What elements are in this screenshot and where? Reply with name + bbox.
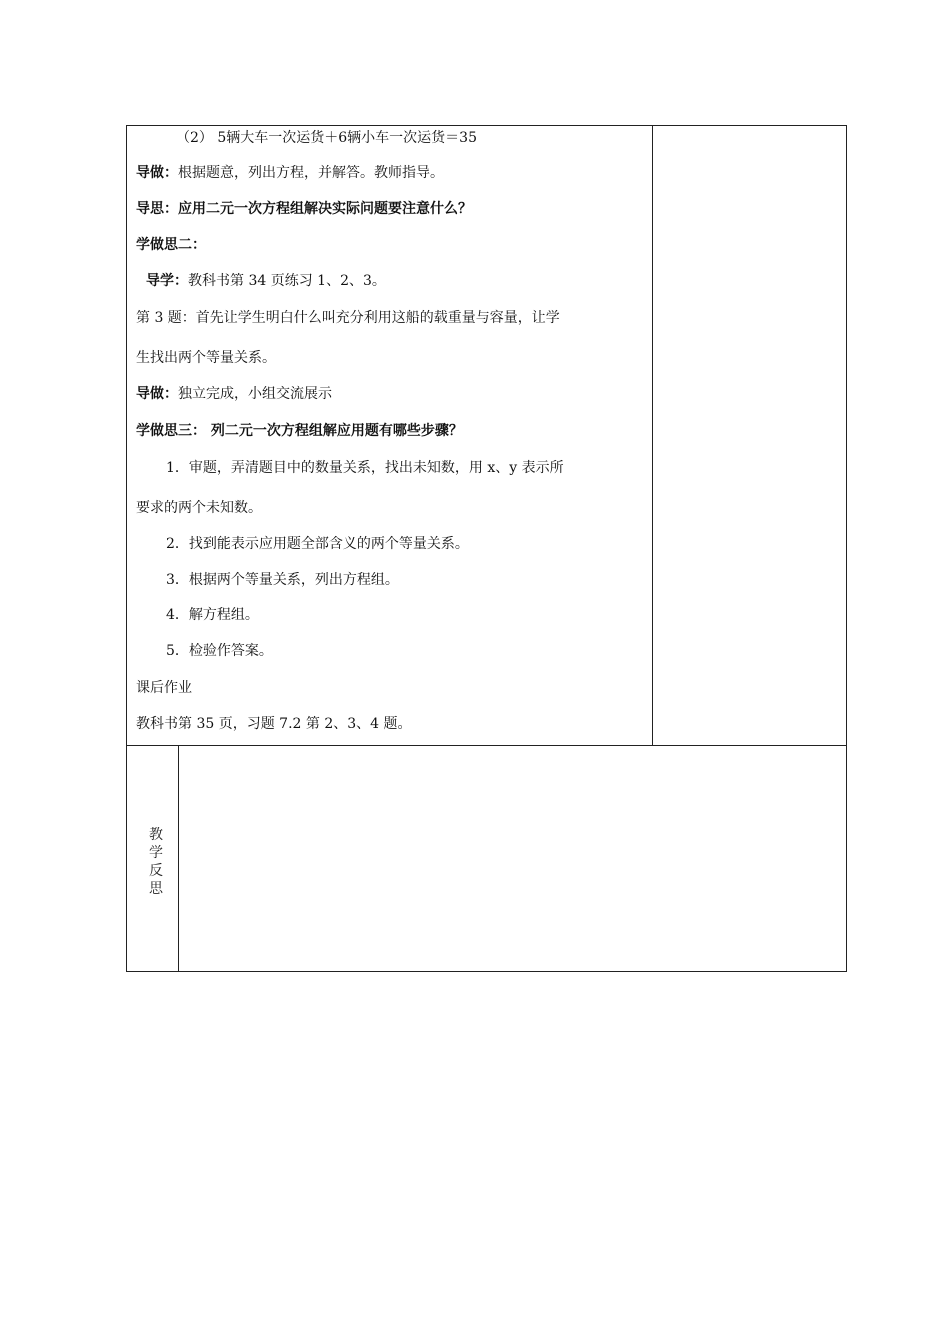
- text-line-1: （2） 5辆大车一次运货＋6辆小车一次运货＝35: [176, 130, 477, 146]
- step-1: 1．审题，弄清题目中的数量关系，找出未知数，用 x、y 表示所: [166, 460, 564, 476]
- text-line-3: 导思：应用二元一次方程组解决实际问题要注意什么？: [136, 201, 472, 217]
- reflection-label: 教学反思: [149, 827, 163, 897]
- column-divider: [652, 126, 653, 745]
- guide-learn-text: 教科书第 34 页练习 1、2、3。: [188, 273, 386, 289]
- homework-heading: 课后作业: [136, 680, 192, 696]
- section-heading-3: 学做思三： 列二元一次方程组解应用题有哪些步骤？: [136, 423, 463, 439]
- step-2: 2．找到能表示应用题全部含义的两个等量关系。: [166, 536, 469, 552]
- guide-do-label-2: 导做：: [136, 386, 178, 402]
- text-line-8: [136, 385, 332, 403]
- step-1-continued: 要求的两个未知数。: [136, 500, 262, 516]
- guide-do-label: 导做：: [136, 165, 178, 181]
- guide-do-text-2: 独立完成，小组交流展示: [178, 386, 332, 402]
- guide-do-text: 根据题意，列出方程，并解答。教师指导。: [178, 165, 444, 181]
- text-line-5: [146, 272, 386, 290]
- step-5: 5．检验作答案。: [166, 643, 273, 659]
- reflection-table: [126, 746, 847, 972]
- reflection-divider: [178, 746, 179, 971]
- section-heading-2: 学做思二：: [136, 237, 206, 253]
- text-line-7: 生找出两个等量关系。: [136, 350, 276, 366]
- text-line-2: [136, 164, 444, 182]
- step-4: 4．解方程组。: [166, 607, 259, 623]
- text-line-6: 第 3 题：首先让学生明白什么叫充分利用这船的载重量与容量，让学: [136, 310, 560, 326]
- homework-text: 教科书第 35 页，习题 7.2 第 2、3、4 题。: [136, 716, 412, 732]
- guide-learn-label: 导学：: [146, 273, 188, 289]
- step-3: 3．根据两个等量关系，列出方程组。: [166, 572, 399, 588]
